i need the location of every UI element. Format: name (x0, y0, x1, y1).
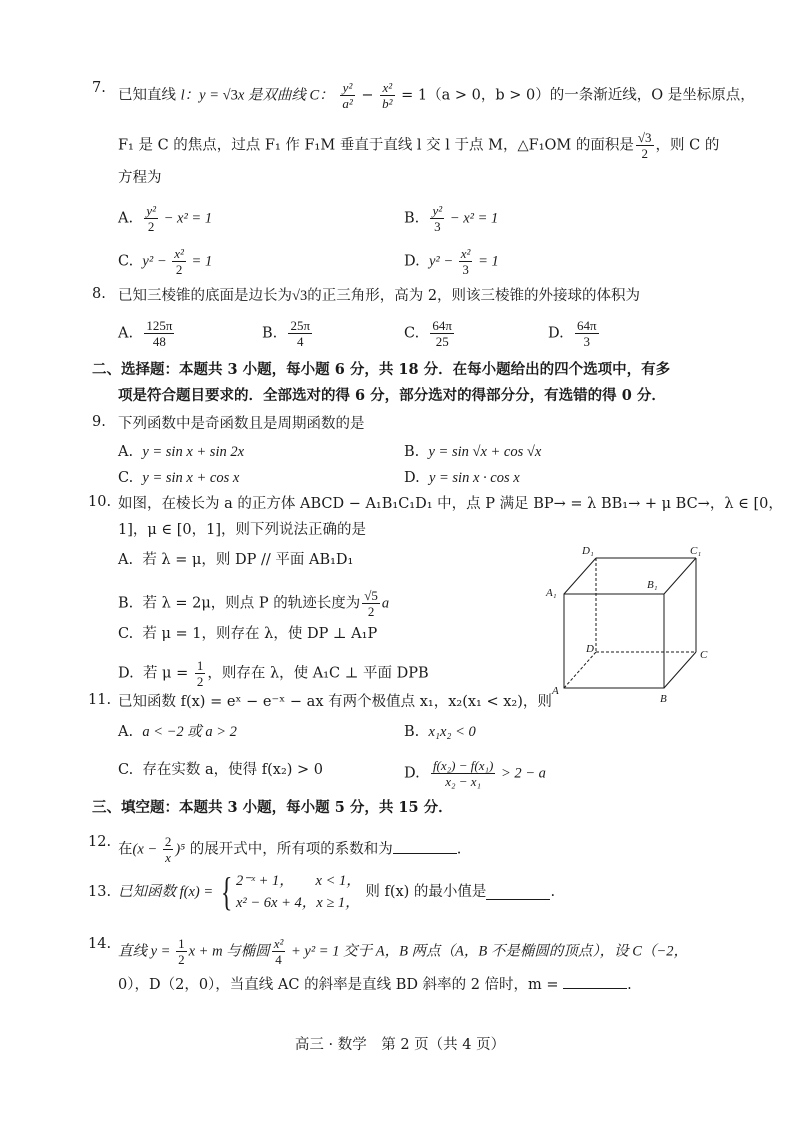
cube-label-b1: B₁ (647, 579, 658, 591)
q7-line1: 已知直线 l：y = √3x 是双曲线 C： $\frac{\text{y²}}{\text{a²}}$ − $\frac{\text{x²}}{\text{b²}}$ = 1（a > 0，b > 0）的一条渐近线，O 是坐标原点， (118, 80, 755, 111)
q10-option-c: C. 若 μ = 1，则存在 λ，使 DP ⊥ A₁P (118, 626, 378, 642)
q13-answer-blank[interactable] (486, 885, 550, 900)
q10-line1: 如图，在棱长为 a 的正方体 ABCD − A₁B₁C₁D₁ 中，点 P 满足 BP→ = λ BB₁→ + μ BC→，λ ∈ [0， (118, 496, 783, 512)
q9-text: 下列函数中是奇函数且是周期函数的是 (118, 416, 365, 432)
q11-number: 11. (88, 692, 112, 708)
q11-text: 已知函数 f(x) = eˣ − e⁻ˣ − ax 有两个极值点 x₁，x₂(x₁ < x₂)，则 (118, 694, 552, 710)
q12-number: 12. (88, 834, 112, 850)
q11-option-d: D. $\frac{\text{f(x₂) − f(x₁)}}{\text{x₂ − x₁}}$ > 2 − a (404, 758, 546, 789)
cube-label-d1: D₁ (582, 545, 594, 557)
q8-option-c: C. $\frac{64\pi}{25}$ (404, 318, 452, 349)
cube-label-b: B (660, 693, 667, 705)
q9-option-c: C. y = sin x + cos x (118, 470, 240, 486)
q14-number: 14. (88, 936, 112, 952)
section2-heading-line2: 项是符合题目要求的．全部选对的得 6 分，部分选对的得部分分，有选错的得 0 分． (118, 387, 666, 404)
q9-option-a: A. y = sin x + sin 2x (118, 444, 245, 460)
q14-line2: 0），D（2，0），当直线 AC 的斜率是直线 BD 斜率的 2 倍时，m = . (118, 974, 632, 995)
q12-answer-blank[interactable] (393, 839, 457, 854)
q7-option-d: D. y² − $\frac{\text{x²}}{3}$ = 1 (404, 246, 499, 277)
cube-label-d: D (586, 643, 594, 655)
cube-label-c1: C₁ (690, 545, 702, 557)
q10-number: 10. (88, 494, 112, 510)
section2-heading-line1: 二、选择题：本题共 3 小题，每小题 6 分，共 18 分．在每小题给出的四个选项中，有多 (92, 361, 671, 378)
q7-option-a: A. $\frac{\text{y²}}{2}$ − x² = 1 (118, 203, 213, 234)
q11-option-c: C. 存在实数 a，使得 f(x₂) > 0 (118, 762, 324, 778)
q9-option-b: B. y = sin √x + cos √x (404, 444, 542, 460)
q11-option-a: A. a < −2 或 a > 2 (118, 724, 237, 740)
q13-text: 已知函数 f(x) = { 2⁻ˣ + 1， x < 1， x² − 6x + 4，x ≥ 1， 则 f(x) 的最小值是 . (118, 869, 556, 914)
q10-option-b: B. 若 λ = 2μ，则点 P 的轨迹长度为 $\frac{√5}{2}$ a (118, 588, 390, 619)
q9-number: 9. (92, 414, 106, 430)
q8-option-d: D. $\frac{64\pi}{3}$ (548, 318, 597, 349)
cube-label-a: A (552, 685, 559, 697)
q7-option-c: C. y² − $\frac{\text{x²}}{2}$ = 1 (118, 246, 213, 277)
q8-option-a: A. $\frac{125\pi}{48}$ (118, 318, 173, 349)
cube-figure (540, 540, 720, 710)
q11-option-b: B. x₁x₂ < 0 (404, 724, 476, 740)
q10-line2: 1]，μ ∈ [0，1]，则下列说法正确的是 (118, 522, 367, 538)
q9-option-d: D. y = sin x · cos x (404, 470, 520, 486)
section3-heading: 三、填空题：本题共 3 小题，每小题 5 分，共 15 分． (92, 799, 453, 816)
q8-text: 已知三棱锥的底面是边长为√3的正三角形，高为 2，则该三棱锥的外接球的体积为 (118, 288, 641, 304)
q13-number: 13. (88, 884, 112, 900)
q10-option-d: D. 若 μ = $\frac{1}{2}$ ，则存在 λ，使 A₁C ⊥ 平面 DPB (118, 658, 429, 689)
q14-answer-blank[interactable] (563, 974, 627, 989)
q12-text: 在(x − $\frac{2}{x}$ )⁵ 的展开式中，所有项的系数和为 . (118, 834, 462, 865)
cube-label-c: C (700, 649, 708, 661)
cube-label-a1: A₁ (546, 587, 557, 599)
q10-option-a: A. 若 λ = μ，则 DP // 平面 AB₁D₁ (118, 552, 354, 568)
q8-number: 8. (92, 286, 106, 302)
q7-option-b: B. $\frac{\text{y²}}{3}$ − x² = 1 (404, 203, 499, 234)
page-footer: 高三 · 数学 第 2 页（共 4 页） (294, 1037, 506, 1053)
q7-line3: 方程为 (118, 170, 162, 186)
q7-line2: F₁ 是 C 的焦点，过点 F₁ 作 F₁M 垂直于直线 l 交 l 于点 M，△F₁OM 的面积是 $\frac{√3}{2}$ ，则 C 的 (118, 130, 720, 161)
q7-number: 7. (92, 80, 106, 96)
q14-line1: 直线 y = $\frac{1}{2}$ x + m 与椭圆 $\frac{\text{x²}}{4}$ + y² = 1 交于 A，B 两点（A，B 不是椭圆的顶点），设 C（−2， (118, 936, 688, 967)
q8-option-b: B. $\frac{25\pi}{4}$ (262, 318, 311, 349)
